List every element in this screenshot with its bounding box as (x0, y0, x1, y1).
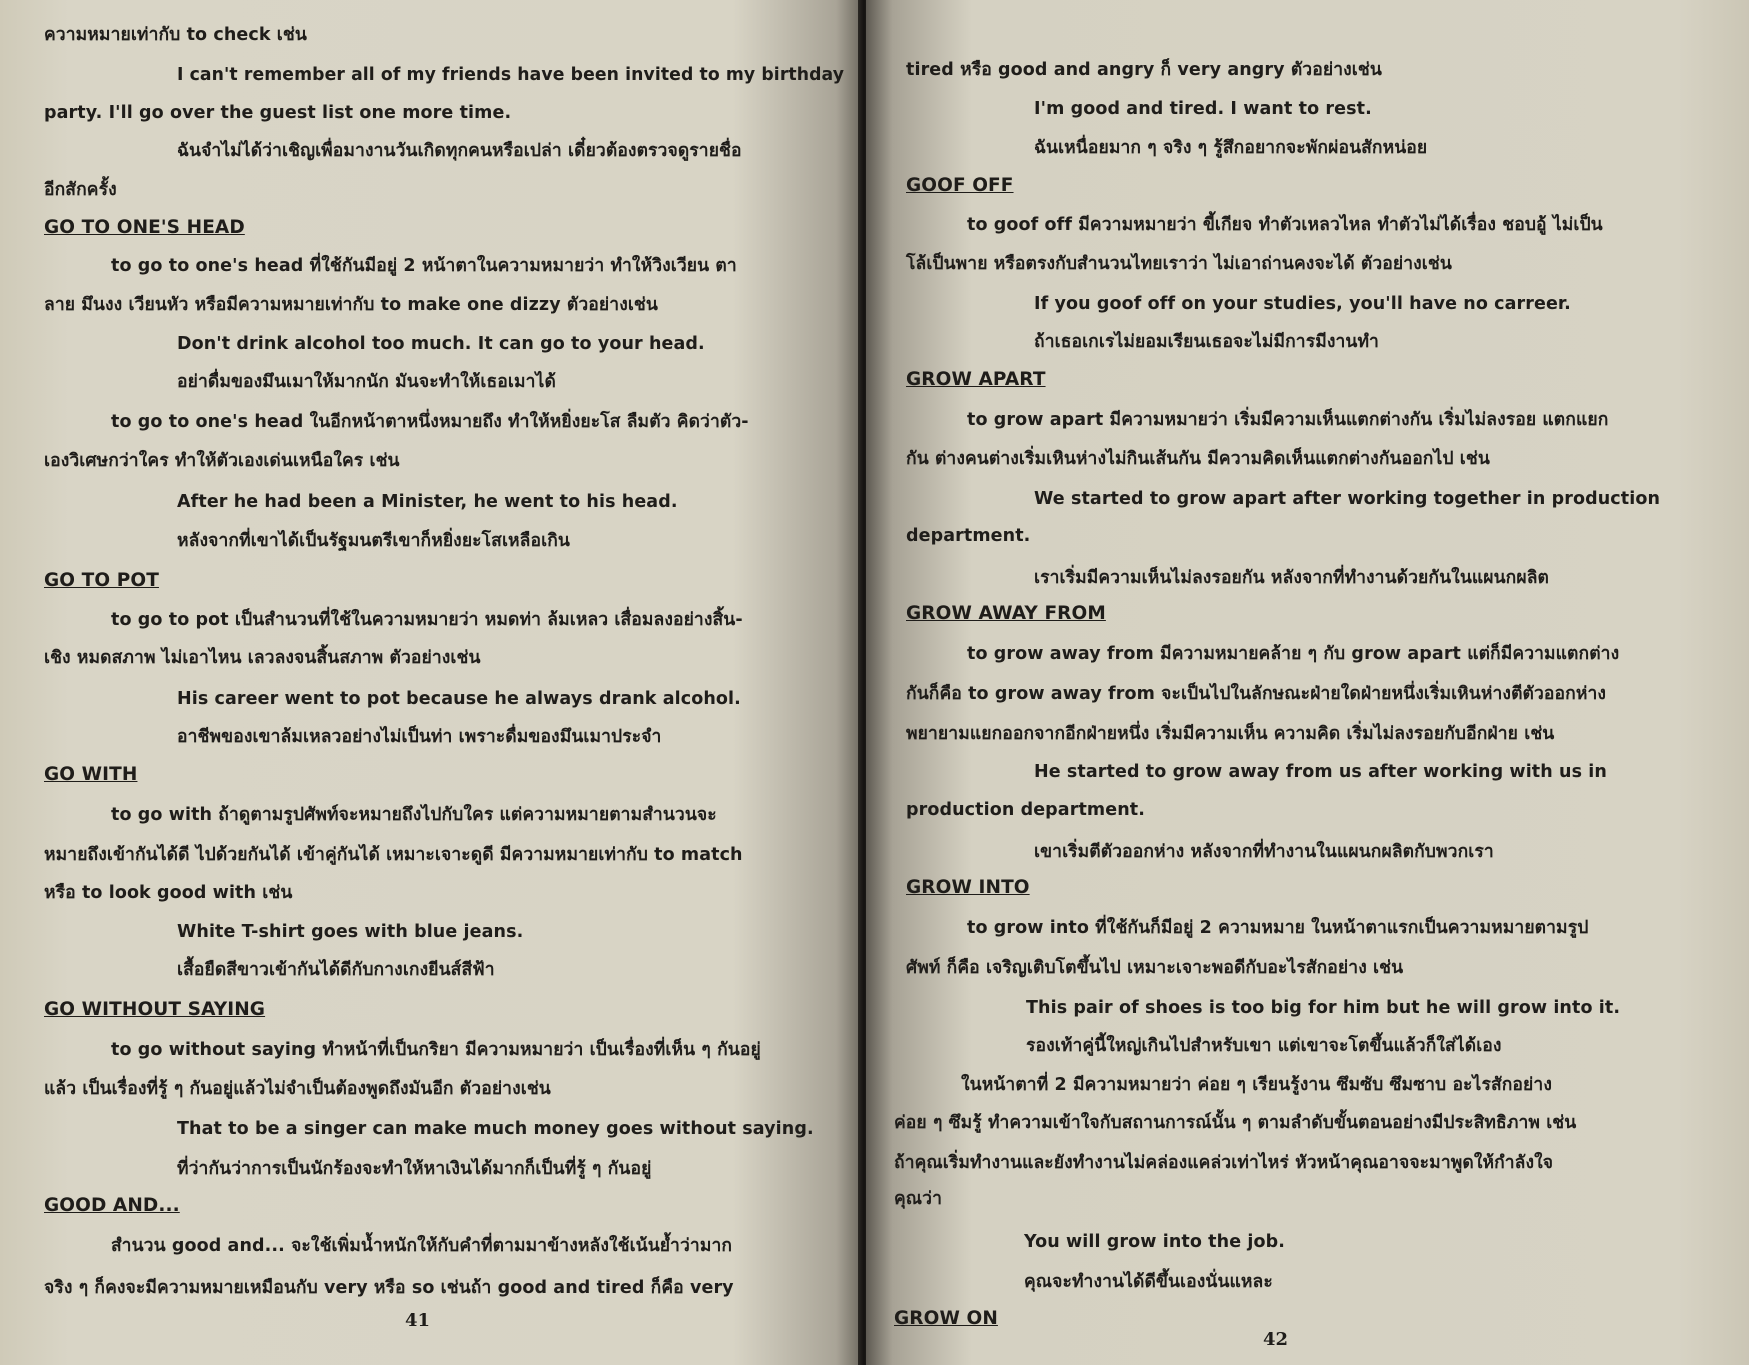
definition-line: จริง ๆ ก็คงจะมีความหมายเหมือนกับ very หรือ so เช่นถ้า good and tired ก็คือ very (44, 1278, 734, 1298)
example-sentence: You will grow into the job. (1024, 1232, 1285, 1252)
definition-line: to go with ถ้าดูตามรูปศัพท์จะหมายถึงไปกับใคร แต่ความหมายตามสำนวนจะ (111, 805, 717, 825)
example-sentence: If you goof off on your studies, you'll have no carreer. (1034, 294, 1571, 314)
translation-line: อีกสักครั้ง (44, 180, 117, 200)
example-sentence: department. (906, 526, 1031, 546)
definition-line: กันก็คือ to grow away from จะเป็นไปในลักษณะฝ่ายใดฝ่ายหนึ่งเริ่มเหินห่างตีตัวออกห่าง (906, 684, 1607, 704)
page-number: 42 (1263, 1329, 1289, 1350)
entry-heading: GO WITHOUT SAYING (44, 999, 266, 1020)
translation-line: เสื้อยืดสีขาวเข้ากันได้ดีกับกางเกงยีนส์สีฟ้า (177, 960, 495, 980)
right-page (866, 0, 1749, 1365)
definition-line: to grow apart มีความหมายว่า เริ่มมีความเห็นแตกต่างกัน เริ่มไม่ลงรอย แตกแยก (967, 410, 1609, 430)
entry-heading: GO TO ONE'S HEAD (44, 217, 245, 238)
definition-line: to goof off มีความหมายว่า ขี้เกียจ ทำตัวเหลวไหล ทำตัวไม่ได้เรื่อง ชอบอู้ ไม่เป็น (967, 215, 1603, 235)
example-sentence: We started to grow apart after working together in production (1034, 489, 1661, 509)
entry-heading: GROW ON (894, 1308, 998, 1329)
translation-line: อย่าดื่มของมึนเมาให้มากนัก มันจะทำให้เธอเมาได้ (177, 372, 556, 392)
translation-line: ที่ว่ากันว่าการเป็นนักร้องจะทำให้หาเงินได้มากก็เป็นที่รู้ ๆ กันอยู่ (177, 1159, 652, 1179)
entry-heading: GO TO POT (44, 570, 159, 591)
definition-line: to go to pot เป็นสำนวนที่ใช้ในความหมายว่า หมดท่า ล้มเหลว เสื่อมลงอย่างสิ้น- (111, 610, 743, 630)
entry-heading: GROW AWAY FROM (906, 603, 1106, 624)
definition-line: ศัพท์ ก็คือ เจริญเติบโตขึ้นไป เหมาะเจาะพอดีกับอะไรสักอย่าง เช่น (906, 958, 1404, 978)
definition-line: เชิง หมดสภาพ ไม่เอาไหน เลวลงจนสิ้นสภาพ ตัวอย่างเช่น (44, 648, 481, 668)
example-sentence: production department. (906, 800, 1145, 820)
definition-line: to grow away from มีความหมายคล้าย ๆ กับ grow apart แต่ก็มีความแตกต่าง (967, 644, 1620, 664)
example-sentence: I can't remember all of my friends have been invited to my birthday (177, 65, 845, 85)
definition-line: กัน ต่างคนต่างเริ่มเหินห่างไม่กินเส้นกัน มีความคิดเห็นแตกต่างกันออกไป เช่น (906, 449, 1490, 469)
text-line: ความหมายเท่ากับ to check เช่น (44, 25, 307, 45)
example-sentence: He started to grow away from us after working with us in (1034, 762, 1607, 782)
definition-line: คุณว่า (894, 1189, 942, 1209)
definition-line: เองวิเศษกว่าใคร ทำให้ตัวเองเด่นเหนือใคร เช่น (44, 451, 400, 471)
definition-line: tired หรือ good and angry ก็ very angry ตัวอย่างเช่น (906, 60, 1382, 80)
definition-line: หมายถึงเข้ากันได้ดี ไปด้วยกันได้ เข้าคู่กันได้ เหมาะเจาะดูดี มีความหมายเท่ากับ to match (44, 845, 743, 865)
translation-line: ถ้าเธอเกเรไม่ยอมเรียนเธอจะไม่มีการมีงานทำ (1034, 332, 1379, 352)
left-page (0, 0, 862, 1365)
entry-heading: GROW APART (906, 369, 1046, 390)
translation-line: อาชีพของเขาล้มเหลวอย่างไม่เป็นท่า เพราะดื่มของมึนเมาประจำ (177, 727, 662, 747)
definition-line: พยายามแยกออกจากอีกฝ่ายหนึ่ง เริ่มมีความเห็น ความคิด เริ่มไม่ลงรอยกับอีกฝ่าย เช่น (906, 724, 1555, 744)
example-sentence: Don't drink alcohol too much. It can go to your head. (177, 334, 705, 354)
definition-line: โล้เป็นพาย หรือตรงกับสำนวนไทยเราว่า ไม่เอาถ่านคงจะได้ ตัวอย่างเช่น (906, 254, 1452, 274)
translation-line: หลังจากที่เขาได้เป็นรัฐมนตรีเขาก็หยิ่งยะโสเหลือเกิน (177, 531, 570, 551)
entry-heading: GOOF OFF (906, 175, 1014, 196)
translation-line: ฉันจำไม่ได้ว่าเชิญเพื่อมางานวันเกิดทุกคนหรือเปล่า เดี๋ยวต้องตรวจดูรายชื่อ (177, 141, 742, 161)
definition-line: หรือ to look good with เช่น (44, 883, 293, 903)
example-sentence: His career went to pot because he always drank alcohol. (177, 689, 741, 709)
example-sentence: White T-shirt goes with blue jeans. (177, 922, 524, 942)
definition-line: to go without saying ทำหน้าที่เป็นกริยา มีความหมายว่า เป็นเรื่องที่เห็น ๆ กันอยู่ (111, 1040, 761, 1060)
translation-line: เขาเริ่มตีตัวออกห่าง หลังจากที่ทำงานในแผนกผลิตกับพวกเรา (1034, 842, 1494, 862)
example-sentence: That to be a singer can make much money goes without saying. (177, 1119, 814, 1139)
entry-heading: GO WITH (44, 764, 138, 785)
entry-heading: GOOD AND... (44, 1195, 180, 1216)
example-sentence: This pair of shoes is too big for him but he will grow into it. (1026, 998, 1621, 1018)
definition-line: ถ้าคุณเริ่มทำงานและยังทำงานไม่คล่องแคล่วเท่าไหร่ หัวหน้าคุณอาจจะมาพูดให้กำลังใจ (894, 1153, 1554, 1173)
entry-heading: GROW INTO (906, 877, 1030, 898)
definition-line: สำนวน good and... จะใช้เพิ่มน้ำหนักให้กับคำที่ตามมาข้างหลังใช้เน้นย้ำว่ามาก (111, 1236, 733, 1256)
example-sentence: After he had been a Minister, he went to his head. (177, 492, 678, 512)
translation-line: ฉันเหนื่อยมาก ๆ จริง ๆ รู้สึกอยากจะพักผ่อนสักหน่อย (1034, 138, 1428, 158)
translation-line: คุณจะทำงานได้ดีขึ้นเองนั่นแหละ (1024, 1272, 1273, 1292)
definition-line: to grow into ที่ใช้กันก็มีอยู่ 2 ความหมาย ในหน้าตาแรกเป็นความหมายตามรูป (967, 918, 1589, 938)
example-sentence: party. I'll go over the guest list one more time. (44, 103, 512, 123)
definition-line: แล้ว เป็นเรื่องที่รู้ ๆ กันอยู่แล้วไม่จำเป็นต้องพูดถึงมันอีก ตัวอย่างเช่น (44, 1079, 551, 1099)
translation-line: เราเริ่มมีความเห็นไม่ลงรอยกัน หลังจากที่ทำงานด้วยกันในแผนกผลิต (1034, 568, 1550, 588)
translation-line: รองเท้าคู่นี้ใหญ่เกินไปสำหรับเขา แต่เขาจะโตขึ้นแล้วก็ใส่ได้เอง (1026, 1036, 1502, 1056)
definition-line: ค่อย ๆ ซึมรู้ ทำความเข้าใจกับสถานการณ์นั้น ๆ ตามลำดับขั้นตอนอย่างมีประสิทธิภาพ เช่น (894, 1113, 1577, 1133)
definition-line: ลาย มึนงง เวียนหัว หรือมีความหมายเท่ากับ to make one dizzy ตัวอย่างเช่น (44, 295, 658, 315)
definition-line: to go to one's head ในอีกหน้าตาหนึ่งหมายถึง ทำให้หยิ่งยะโส ลืมตัว คิดว่าตัว- (111, 412, 749, 432)
definition-line: to go to one's head ที่ใช้กันมีอยู่ 2 หน้าตาในความหมายว่า ทำให้วิงเวียน ตา (111, 256, 737, 276)
definition-line: ในหน้าตาที่ 2 มีความหมายว่า ค่อย ๆ เรียนรู้งาน ซึมซับ ซึมซาบ อะไรสักอย่าง (961, 1075, 1552, 1095)
example-sentence: I'm good and tired. I want to rest. (1034, 99, 1372, 119)
page-number: 41 (405, 1310, 431, 1331)
